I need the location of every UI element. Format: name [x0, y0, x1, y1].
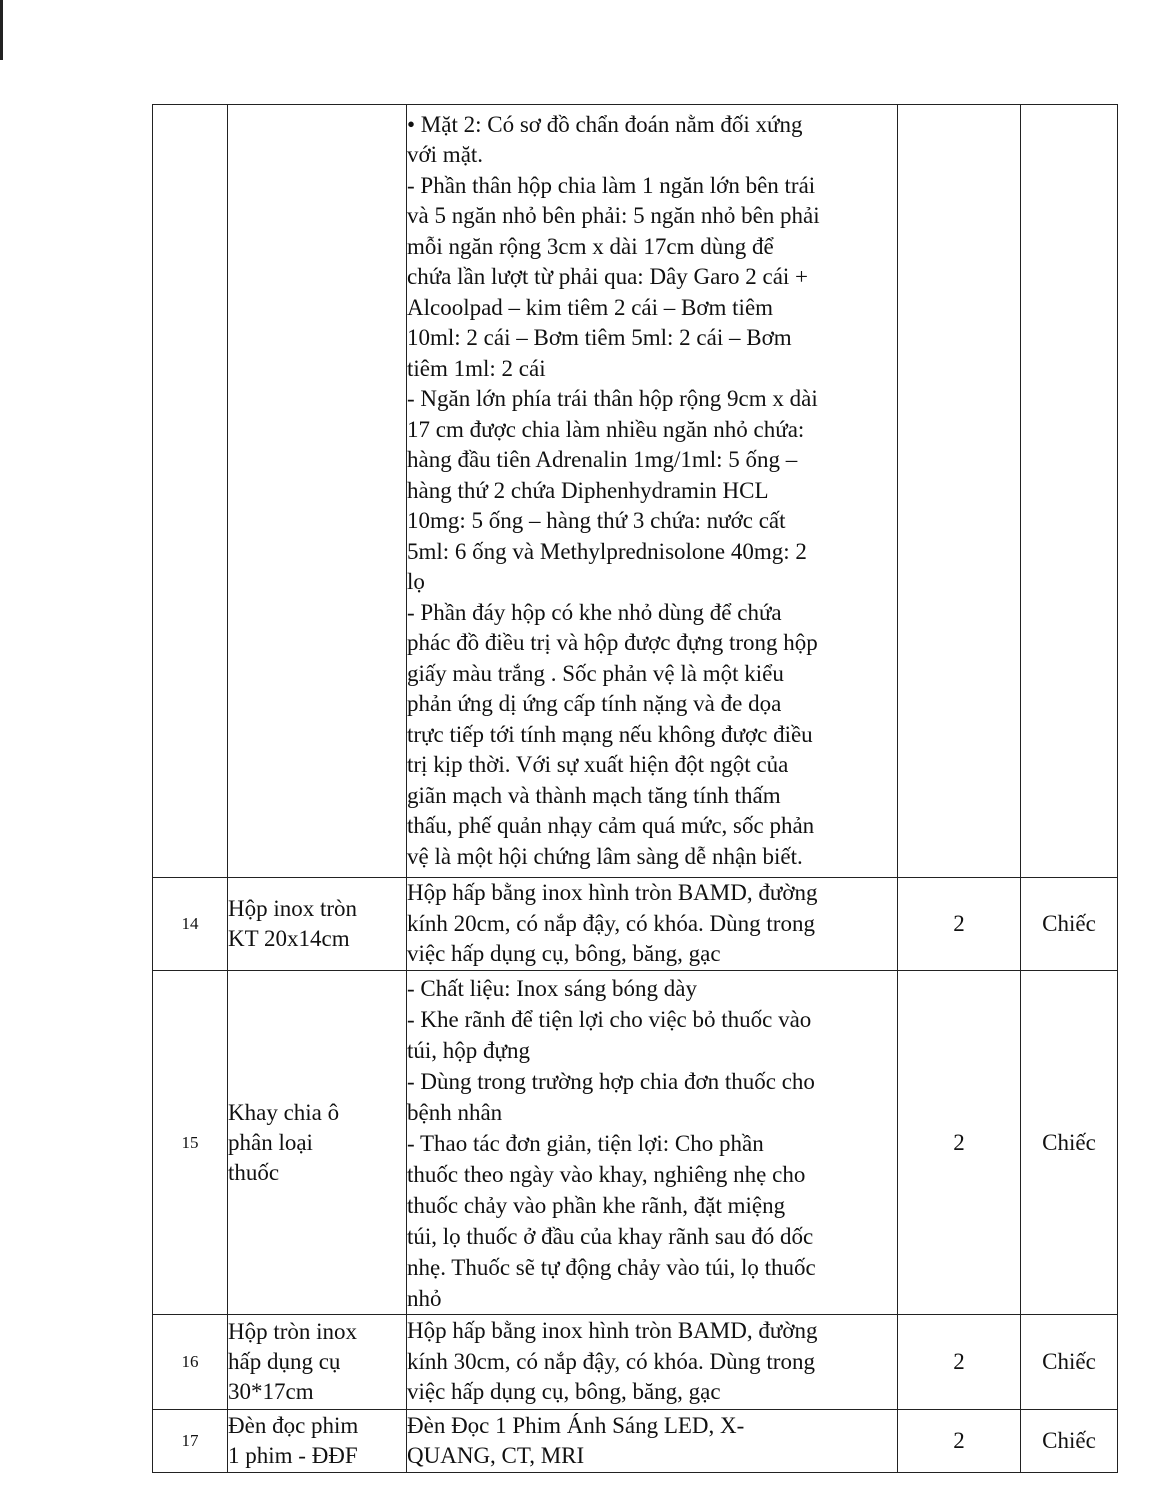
- description-line: - Ngăn lớn phía trái thân hộp rộng 9cm x dài: [407, 386, 818, 412]
- description-line: kính 30cm, có nắp đậy, có khóa. Dùng trong: [407, 1348, 815, 1374]
- description-line: - Dùng trong trường hợp chia đơn thuốc cho: [407, 1069, 815, 1094]
- quantity-cell: 2: [898, 971, 1021, 1315]
- description-line: hàng thứ 2 chứa Diphenhydramin HCL: [407, 477, 769, 503]
- unit-cell: Chiếc: [1021, 1410, 1118, 1473]
- item-name-line: thuốc: [228, 1159, 280, 1185]
- row-number-cell: 15: [153, 971, 228, 1315]
- quantity-cell: 2: [898, 878, 1021, 971]
- row-number-cell: 16: [153, 1315, 228, 1410]
- item-name-line: Hộp tròn inox: [228, 1319, 358, 1344]
- quantity-cell: 2: [898, 1315, 1021, 1410]
- description-line: QUANG, CT, MRI: [407, 1443, 585, 1468]
- unit-cell: [1021, 105, 1118, 878]
- description-line: lọ: [407, 569, 425, 595]
- description-line: 10mg: 5 ống – hàng thứ 3 chứa: nước cất: [407, 508, 786, 534]
- equipment-spec-table: [152, 104, 1118, 1473]
- item-name-line: phân loại: [228, 1129, 313, 1155]
- description-line: hàng đầu tiên Adrenalin 1mg/1ml: 5 ống –: [407, 447, 798, 473]
- description-line: chứa lần lượt từ phải qua: Dây Garo 2 cái +: [407, 264, 809, 290]
- description-line: phác đồ điều trị và hộp được đựng trong hộp: [407, 630, 818, 656]
- table-row-16: [153, 1315, 1118, 1410]
- description-line: túi, hộp đựng: [407, 1038, 530, 1063]
- description-line: kính 20cm, có nắp đậy, có khóa. Dùng trong: [407, 910, 815, 936]
- description-line: giấy màu trắng . Sốc phản vệ là một kiểu: [407, 660, 784, 686]
- description-line: với mặt.: [407, 142, 484, 168]
- description-line: mỗi ngăn rộng 3cm x dài 17cm dùng để: [407, 233, 774, 259]
- description-line: thuốc theo ngày vào khay, nghiêng nhẹ cho: [407, 1162, 806, 1187]
- description-line: bệnh nhân: [407, 1100, 503, 1125]
- description-line: nhẹ. Thuốc sẽ tự động chảy vào túi, lọ thuốc: [407, 1255, 816, 1280]
- description-line: - Khe rãnh để tiện lợi cho việc bỏ thuốc vào: [407, 1007, 812, 1032]
- description-line: phản ứng dị ứng cấp tính nặng và đe dọa: [407, 691, 782, 717]
- row-number-cell: 14: [153, 878, 228, 971]
- item-name-cell: [228, 971, 407, 1315]
- table-row-continuation: [153, 105, 1118, 878]
- description-line: Alcoolpad – kim tiêm 2 cái – Bơm tiêm: [407, 294, 774, 320]
- item-description-cell: [407, 1315, 898, 1410]
- item-name-line: 1 phim - ĐĐF: [228, 1443, 358, 1468]
- description-line: nhỏ: [407, 1286, 442, 1311]
- unit-cell: Chiếc: [1021, 971, 1118, 1315]
- item-name-line: 30*17cm: [228, 1379, 314, 1404]
- table-row-14: [153, 878, 1118, 971]
- description-line: túi, lọ thuốc ở đầu của khay rãnh sau đó dốc: [407, 1224, 814, 1249]
- unit-cell: Chiếc: [1021, 878, 1118, 971]
- description-line: và 5 ngăn nhỏ bên phải: 5 ngăn nhỏ bên phải: [407, 203, 820, 229]
- description-line: vệ là một hội chứng lâm sàng dễ nhận biết.: [407, 843, 803, 869]
- description-line: việc hấp dụng cụ, bông, băng, gạc: [407, 1379, 721, 1405]
- item-name-cell: [228, 878, 407, 971]
- table-row-15: [153, 971, 1118, 1315]
- description-line: 10ml: 2 cái – Bơm tiêm 5ml: 2 cái – Bơm: [407, 325, 792, 351]
- description-line: việc hấp dụng cụ, bông, băng, gạc: [407, 941, 721, 967]
- description-line: • Mặt 2: Có sơ đồ chẩn đoán nằm đối xứng: [407, 111, 803, 137]
- description-line: Đèn Đọc 1 Phim Ánh Sáng LED, X-: [407, 1412, 745, 1438]
- item-name-line: Khay chia ô: [228, 1099, 340, 1125]
- item-name-cell: [228, 1315, 407, 1410]
- item-description-cell: [407, 878, 898, 971]
- description-line: Hộp hấp bằng inox hình tròn BAMD, đường: [407, 880, 818, 906]
- item-description-cell: [407, 105, 898, 878]
- item-description-cell: [407, 1410, 898, 1473]
- row-number-cell: 17: [153, 1410, 228, 1473]
- description-line: trị kịp thời. Với sự xuất hiện đột ngột của: [407, 752, 789, 778]
- description-line: thấu, phế quản nhạy cảm quá mức, sốc phản: [407, 813, 815, 839]
- description-line: - Phần thân hộp chia làm 1 ngăn lớn bên trái: [407, 172, 816, 198]
- description-line: - Phần đáy hộp có khe nhỏ dùng để chứa: [407, 599, 782, 625]
- description-line: tiêm 1ml: 2 cái: [407, 355, 546, 381]
- item-name-cell: [228, 1410, 407, 1473]
- quantity-cell: [898, 105, 1021, 878]
- item-name-line: Đèn đọc phim: [228, 1413, 359, 1438]
- description-line: trực tiếp tới tính mạng nếu không được điều: [407, 721, 813, 747]
- quantity-cell: 2: [898, 1410, 1021, 1473]
- description-line: giãn mạch và thành mạch tăng tính thấm: [407, 782, 781, 808]
- description-line: 17 cm được chia làm nhiều ngăn nhỏ chứa:: [407, 416, 805, 442]
- description-line: - Thao tác đơn giản, tiện lợi: Cho phần: [407, 1131, 764, 1156]
- description-line: - Chất liệu: Inox sáng bóng dày: [407, 976, 698, 1001]
- item-name-line: KT 20x14cm: [228, 926, 350, 951]
- item-name-line: hấp dụng cụ: [228, 1349, 341, 1374]
- unit-cell: Chiếc: [1021, 1315, 1118, 1410]
- row-number-cell: [153, 105, 228, 878]
- table-row-17: [153, 1410, 1118, 1473]
- description-line: thuốc chảy vào phần khe rãnh, đặt miệng: [407, 1193, 786, 1218]
- item-description-cell: [407, 971, 898, 1315]
- description-line: 5ml: 6 ống và Methylprednisolone 40mg: 2: [407, 538, 807, 564]
- page-edge-mark: [0, 0, 3, 60]
- item-name-line: Hộp inox tròn: [228, 896, 358, 921]
- description-line: Hộp hấp bằng inox hình tròn BAMD, đường: [407, 1318, 818, 1344]
- item-name-cell: [228, 105, 407, 878]
